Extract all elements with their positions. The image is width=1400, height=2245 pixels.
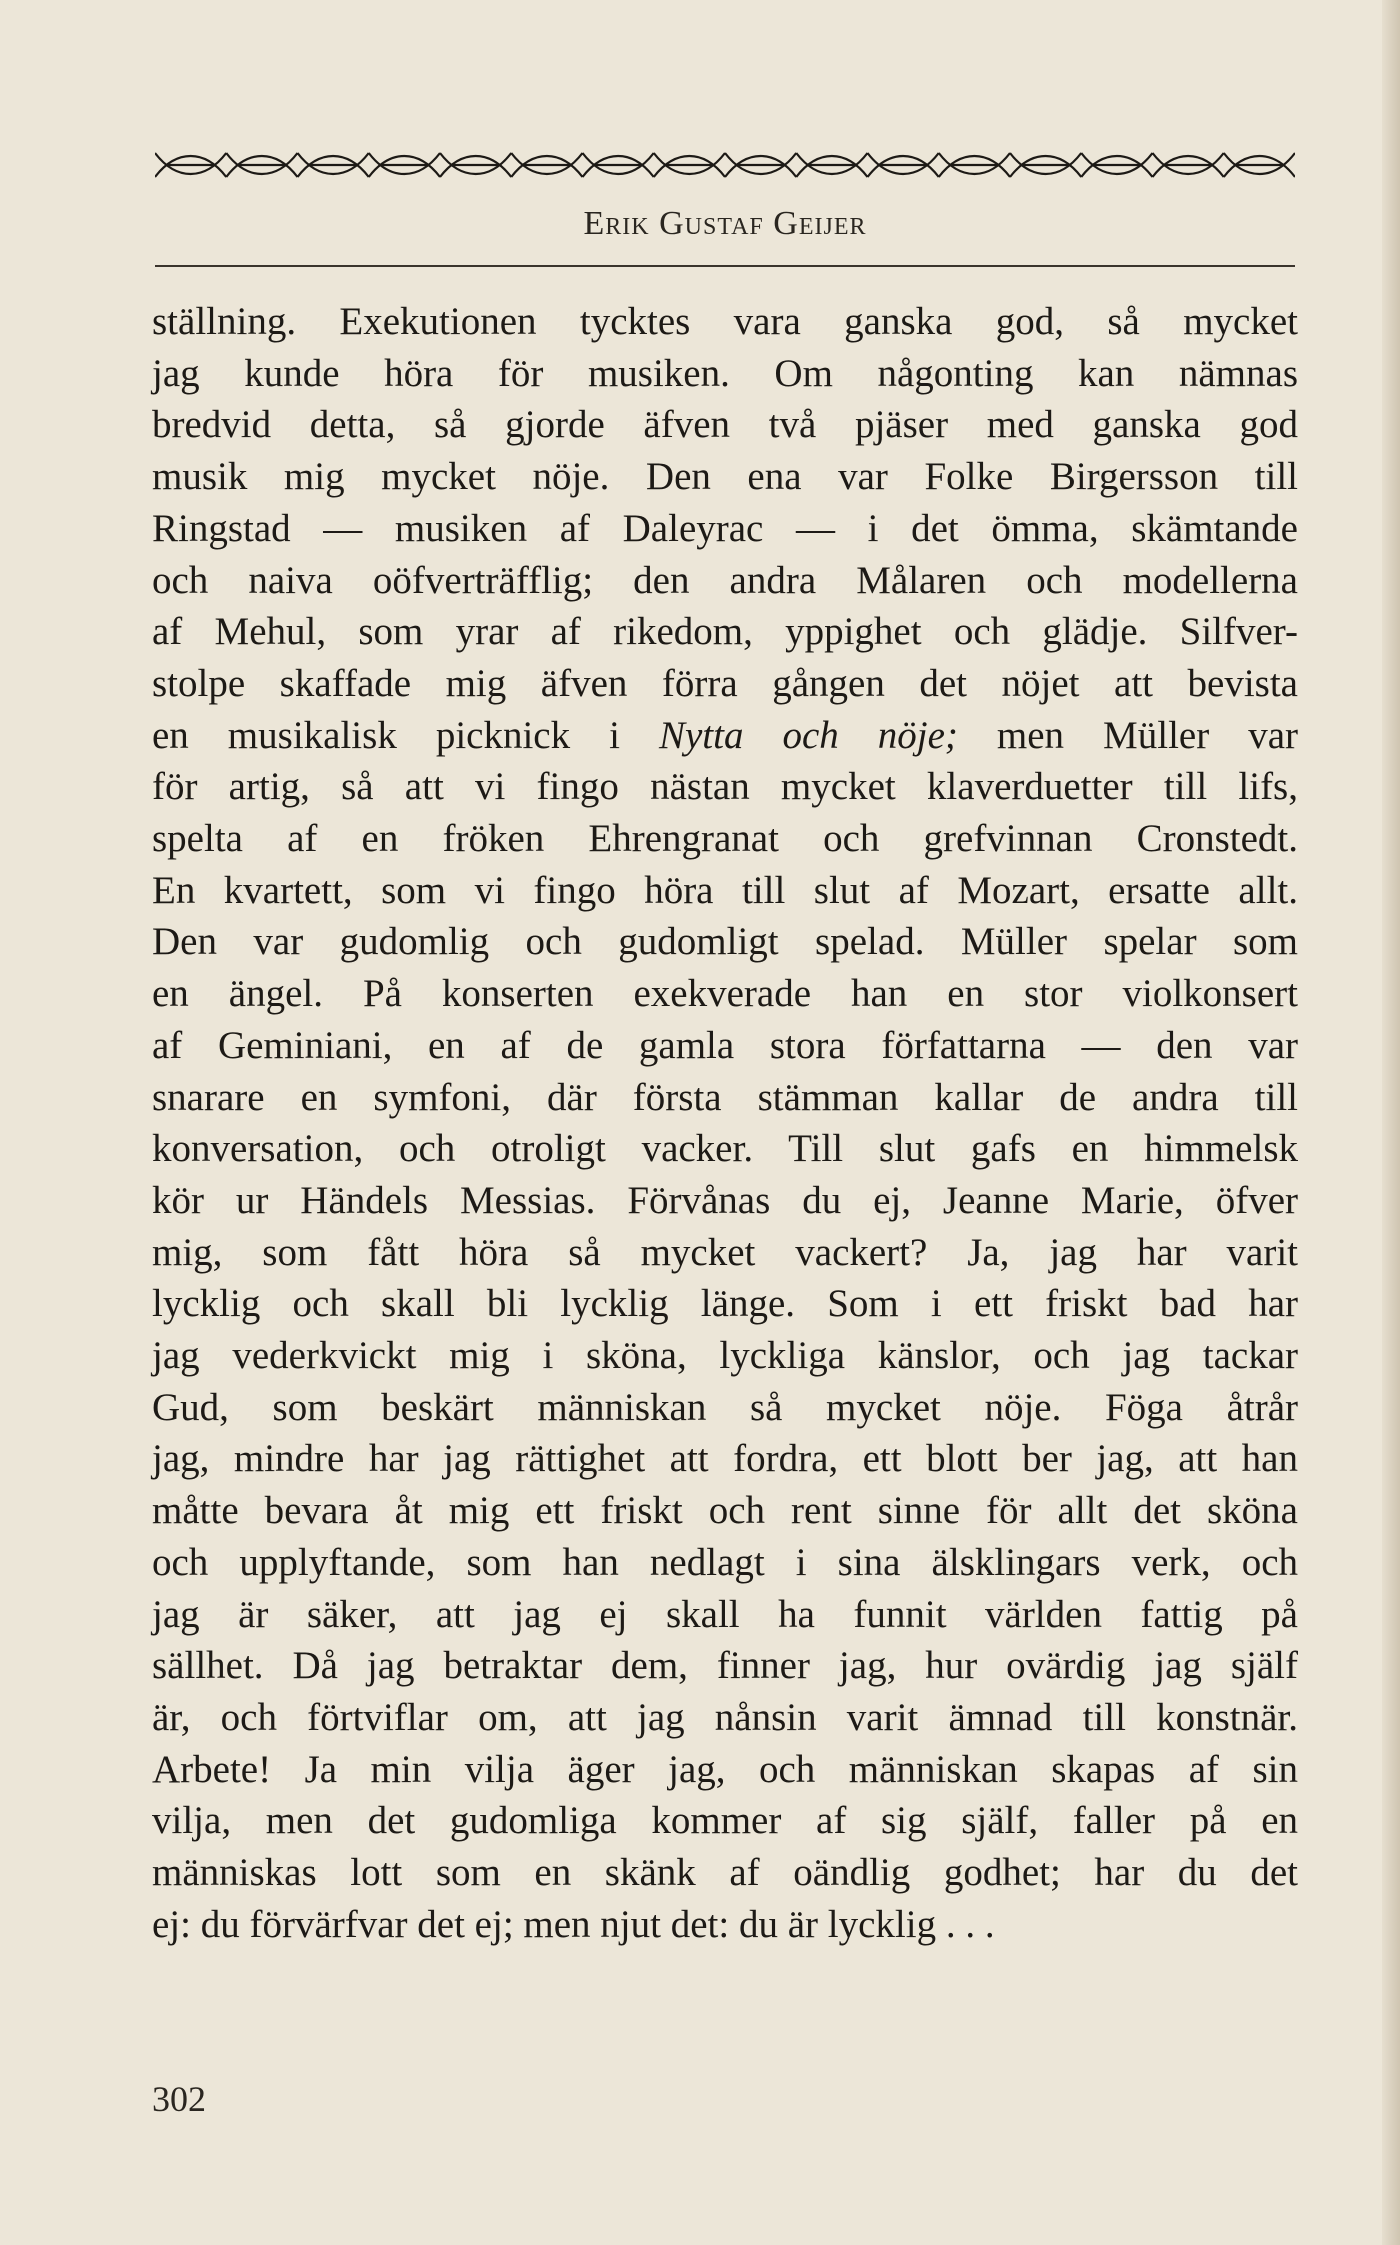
running-head: Erik Gustaf Geijer [583, 205, 867, 242]
text-line: och naiva oöfverträfflig; den andra Målaren och modellerna [152, 558, 1298, 602]
text-segment: men Müller var [957, 713, 1298, 757]
text-line: musik mig mycket nöje. Den ena var Folke Birgersson till [152, 455, 1298, 499]
page-edge [1382, 0, 1400, 2245]
text-line: en ängel. På konserten exekverade han en stor violkonsert [152, 972, 1298, 1016]
text-line: af Geminiani, en af de gamla stora författarna — den var [152, 1023, 1298, 1067]
text-line: konversation, och otroligt vacker. Till slut gafs en himmelsk [152, 1127, 1298, 1171]
body-text [152, 296, 1298, 1951]
text-line [152, 710, 1298, 762]
text-line: jag kunde höra för musiken. Om någonting kan nämnas [152, 351, 1298, 395]
text-line: sällhet. Då jag betraktar dem, finner jag, hur ovärdig jag själf [152, 1644, 1298, 1688]
text-line: jag är säker, att jag ej skall ha funnit världen fattig på [152, 1592, 1298, 1636]
text-line: ställning. Exekutionen tycktes vara ganska god, så mycket [152, 300, 1298, 343]
text-line: stolpe skaffade mig äfven förra gången det nöjet att bevista [152, 661, 1298, 705]
text-line: spelta af en fröken Ehrengranat och grefvinnan Cronstedt. [152, 817, 1298, 861]
text-line: är, och förtviflar om, att jag nånsin varit ämnad till konstnär. [152, 1695, 1298, 1739]
text-line: för artig, så att vi fingo nästan mycket klaverduetter till lifs, [152, 765, 1298, 809]
text-line: måtte bevara åt mig ett friskt och rent sinne för allt det sköna [152, 1489, 1298, 1533]
text-line: mig, som fått höra så mycket vackert? Ja, jag har varit [152, 1230, 1298, 1274]
text-line: och upplyftande, som han nedlagt i sina älsklingars verk, och [152, 1540, 1298, 1584]
ornament-band [155, 145, 1295, 185]
text-line: lycklig och skall bli lycklig länge. Som i ett friskt bad har [152, 1282, 1298, 1326]
header-rule [155, 265, 1295, 267]
text-line: ej: du förvärfvar det ej; men njut det: du är lycklig . . . [152, 1902, 995, 1946]
text-line: Gud, som beskärt människan så mycket nöje. Föga åtrår [152, 1385, 1298, 1429]
text-line: jag, mindre har jag rättighet att fordra, ett blott ber jag, att han [152, 1437, 1298, 1481]
text-line: En kvartett, som vi fingo höra till slut af Mozart, ersatte allt. [152, 868, 1298, 912]
text-line: af Mehul, som yrar af rikedom, yppighet och glädje. Silfver- [152, 610, 1298, 654]
italic-title: Nytta och nöje; [658, 713, 958, 757]
text-line: människas lott som en skänk af oändlig godhet; har du det [152, 1851, 1298, 1895]
text-segment: en musikalisk picknick i [152, 713, 659, 757]
text-line: kör ur Händels Messias. Förvånas du ej, Jeanne Marie, öfver [152, 1178, 1298, 1222]
text-line: jag vederkvickt mig i sköna, lyckliga känslor, och jag tackar [152, 1334, 1298, 1378]
text-line: Arbete! Ja min vilja äger jag, och människan skapas af sin [152, 1747, 1298, 1791]
text-line: Ringstad — musiken af Daleyrac — i det ömma, skämtande [152, 506, 1298, 550]
text-line: Den var gudomlig och gudomligt spelad. Müller spelar som [152, 920, 1298, 964]
text-line: snarare en symfoni, där första stämman kallar de andra till [152, 1075, 1298, 1119]
page-number: 302 [152, 2079, 206, 2119]
text-line: vilja, men det gudomliga kommer af sig själf, faller på en [152, 1799, 1298, 1843]
text-line: bredvid detta, så gjorde äfven två pjäser med ganska god [152, 403, 1298, 447]
